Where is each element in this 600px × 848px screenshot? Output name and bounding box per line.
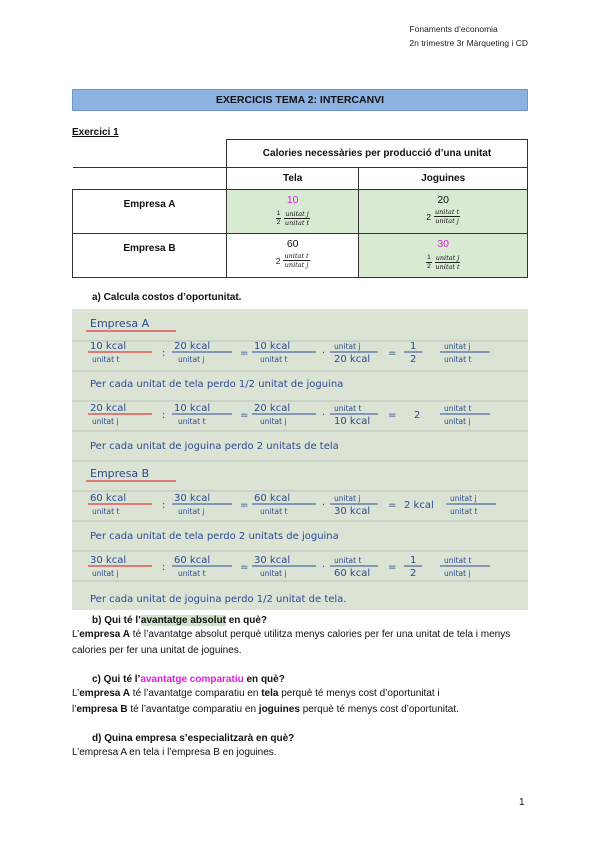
answer-text: té l’avantatge comparatiu en xyxy=(127,704,259,715)
hw-term: unitat j xyxy=(444,342,471,351)
hw-term: unitat t xyxy=(444,404,472,413)
answer-text: té l’avantatge absolut perquè utilitza menys calories per fer una unitat de tela i menys calories per fer una unitat de joguines. xyxy=(72,629,511,656)
hw-term: unitat t xyxy=(178,417,206,426)
question-c-highlight: avantatge comparatiu xyxy=(140,674,244,685)
hw-b-equation-1 xyxy=(88,493,496,517)
value-b-joguines: 30 xyxy=(437,238,450,250)
hw-term: 10 kcal xyxy=(174,403,211,414)
row-label-empresa-b: Empresa B xyxy=(73,234,227,278)
answer-bold: empresa B xyxy=(76,704,128,715)
hw-term: unitat j xyxy=(444,569,471,578)
ratio-a-tela xyxy=(276,210,310,227)
header-course: Fonaments d’economia xyxy=(409,24,498,34)
hw-term: 30 kcal xyxy=(334,506,371,517)
col-header-tela: Tela xyxy=(227,168,359,190)
hw-term: 60 kcal xyxy=(90,493,127,504)
hw-term: unitat t xyxy=(260,507,288,516)
answer-bold: tela xyxy=(261,688,279,699)
hw-a-equation-1 xyxy=(88,341,490,365)
hw-term: 2 kcal xyxy=(404,500,434,511)
answer-text: té l’avantatge comparatiu en xyxy=(130,688,262,699)
hw-term: 30 kcal xyxy=(90,555,127,566)
hw-term: 60 kcal xyxy=(334,568,371,579)
answer-bold: joguines xyxy=(258,704,300,715)
hw-heading-empresa-a: Empresa A xyxy=(90,317,150,330)
handwritten-photo xyxy=(72,309,528,610)
hw-op: = xyxy=(240,348,249,359)
calories-table xyxy=(72,139,528,278)
hw-term: 2 xyxy=(414,410,421,421)
page-number: 1 xyxy=(519,797,525,808)
question-b-suffix: en què? xyxy=(225,615,268,626)
hw-term: 60 kcal xyxy=(254,493,291,504)
hw-op: · xyxy=(322,410,326,421)
hw-term: unitat j xyxy=(450,494,477,503)
coef-num: 1 xyxy=(276,210,281,217)
unit-num: unitat j xyxy=(285,210,309,218)
hw-term: 30 kcal xyxy=(174,493,211,504)
cell-b-joguines xyxy=(359,234,528,278)
hw-op: · xyxy=(322,348,326,359)
hw-op: = xyxy=(388,500,397,511)
handwriting-svg xyxy=(72,309,528,610)
table-caption: Calories necessàries per producció d’una unitat xyxy=(227,140,528,168)
hw-op: : xyxy=(162,348,166,359)
hw-term: 60 kcal xyxy=(174,555,211,566)
hw-term: unitat t xyxy=(178,569,206,578)
hw-term: 20 kcal xyxy=(334,354,371,365)
header-term: 2n trimestre 3r Màrqueting i CD xyxy=(409,38,528,48)
table-corner xyxy=(73,140,227,168)
coef: 2 xyxy=(426,211,431,222)
hw-term: unitat t xyxy=(260,355,288,364)
hw-op: = xyxy=(388,410,397,421)
hw-term: unitat j xyxy=(178,507,205,516)
unit-den: unitat j xyxy=(284,261,309,269)
answer-text: perquè té menys cost d’oportunitat. xyxy=(299,704,459,715)
hw-term: 30 kcal xyxy=(254,555,291,566)
hw-b-text-1: Per cada unitat de tela perdo 2 unitats de joguina xyxy=(90,531,339,542)
question-d: d) Quina empresa s’especialitzarà en què? xyxy=(92,733,295,744)
hw-term: unitat j xyxy=(334,342,361,351)
ratio-b-joguines xyxy=(426,254,460,271)
col-header-joguines: Joguines xyxy=(359,168,528,190)
hw-term: 1 xyxy=(410,341,417,352)
hw-term: 10 kcal xyxy=(90,341,127,352)
hw-term: unitat j xyxy=(260,417,287,426)
hw-b-equation-2 xyxy=(88,555,490,579)
answer-text: L’ xyxy=(72,688,80,699)
hw-term: 20 kcal xyxy=(254,403,291,414)
hw-term: 20 kcal xyxy=(90,403,127,414)
answer-b xyxy=(72,627,528,659)
exercise-label: Exercici 1 xyxy=(72,127,119,138)
row-label-empresa-a: Empresa A xyxy=(73,190,227,234)
hw-term: unitat t xyxy=(334,556,362,565)
hw-term: unitat t xyxy=(444,355,472,364)
cell-b-tela xyxy=(227,234,359,278)
hw-term: unitat j xyxy=(178,355,205,364)
question-a: a) Calcula costos d’oportunitat. xyxy=(92,292,242,303)
hw-term: unitat t xyxy=(92,355,120,364)
hw-op: : xyxy=(162,500,166,511)
unit-num: unitat t xyxy=(284,252,309,260)
hw-term: unitat t xyxy=(450,507,478,516)
answer-bold: empresa A xyxy=(79,629,131,640)
hw-op: = xyxy=(240,562,249,573)
unit-num: unitat j xyxy=(435,254,460,262)
answer-d: L’empresa A en tela i l’empresa B en joguines. xyxy=(72,747,277,758)
hw-op: = xyxy=(388,348,397,359)
unit-num: unitat t xyxy=(434,208,460,216)
question-c xyxy=(92,674,285,685)
hw-term: 2 xyxy=(410,354,417,365)
hw-op: = xyxy=(388,562,397,573)
hw-term: 10 kcal xyxy=(334,416,371,427)
question-b xyxy=(92,615,267,626)
value-a-tela: 10 xyxy=(286,194,299,206)
hw-term: unitat t xyxy=(92,507,120,516)
hw-op: · xyxy=(322,500,326,511)
table-corner-2 xyxy=(73,168,227,190)
hw-term: unitat t xyxy=(334,404,362,413)
answer-bold: empresa A xyxy=(79,688,131,699)
hw-a-text-1: Per cada unitat de tela perdo 1/2 unitat de joguina xyxy=(90,379,344,390)
ratio-a-joguines xyxy=(426,208,460,225)
hw-op: : xyxy=(162,562,166,573)
coef: 2 xyxy=(275,255,281,266)
hw-op: = xyxy=(240,410,249,421)
unit-den: unitat t xyxy=(435,263,460,271)
hw-term: unitat j xyxy=(92,417,119,426)
hw-term: unitat j xyxy=(444,417,471,426)
hw-op: : xyxy=(162,410,166,421)
hw-op: = xyxy=(240,500,249,511)
hw-b-text-2: Per cada unitat de joguina perdo 1/2 unitat de tela. xyxy=(90,594,347,605)
hw-term: unitat t xyxy=(444,556,472,565)
answer-c-line-1 xyxy=(72,686,528,702)
hw-a-text-2: Per cada unitat de joguina perdo 2 unitats de tela xyxy=(90,441,339,452)
unit-den: unitat t xyxy=(284,219,310,227)
page-header xyxy=(409,22,528,50)
document-title: EXERCICIS TEMA 2: INTERCANVI xyxy=(72,89,528,111)
hw-a-equation-2 xyxy=(88,403,490,427)
coef-den: 2 xyxy=(276,219,281,226)
hw-heading-empresa-b: Empresa B xyxy=(90,467,150,480)
hw-term: 2 xyxy=(410,568,417,579)
value-a-joguines: 20 xyxy=(437,194,450,206)
unit-den: unitat j xyxy=(435,217,459,225)
answer-text: L’ xyxy=(72,629,80,640)
cell-a-joguines xyxy=(359,190,528,234)
hw-term: 20 kcal xyxy=(174,341,211,352)
question-c-prefix: c) Qui té l’ xyxy=(92,674,141,685)
answer-text: l’ xyxy=(72,704,77,715)
question-b-highlight: avantatge absolut xyxy=(140,615,226,626)
question-b-prefix: b) Qui té l’ xyxy=(92,615,141,626)
ratio-b-tela xyxy=(276,252,310,269)
hw-term: 10 kcal xyxy=(254,341,291,352)
hw-term: unitat j xyxy=(334,494,361,503)
coef-den: 2 xyxy=(427,263,431,270)
question-c-suffix: en què? xyxy=(243,674,285,685)
answer-c xyxy=(72,686,528,718)
hw-op: · xyxy=(322,562,326,573)
cell-a-tela xyxy=(227,190,359,234)
coef-num: 1 xyxy=(427,254,431,261)
answer-text: perquè té menys cost d’oportunitat i xyxy=(278,688,440,699)
value-b-tela: 60 xyxy=(286,238,299,250)
hw-term: unitat j xyxy=(260,569,287,578)
answer-c-line-2 xyxy=(72,702,528,718)
hw-term: unitat j xyxy=(92,569,119,578)
hw-term: 1 xyxy=(410,555,417,566)
